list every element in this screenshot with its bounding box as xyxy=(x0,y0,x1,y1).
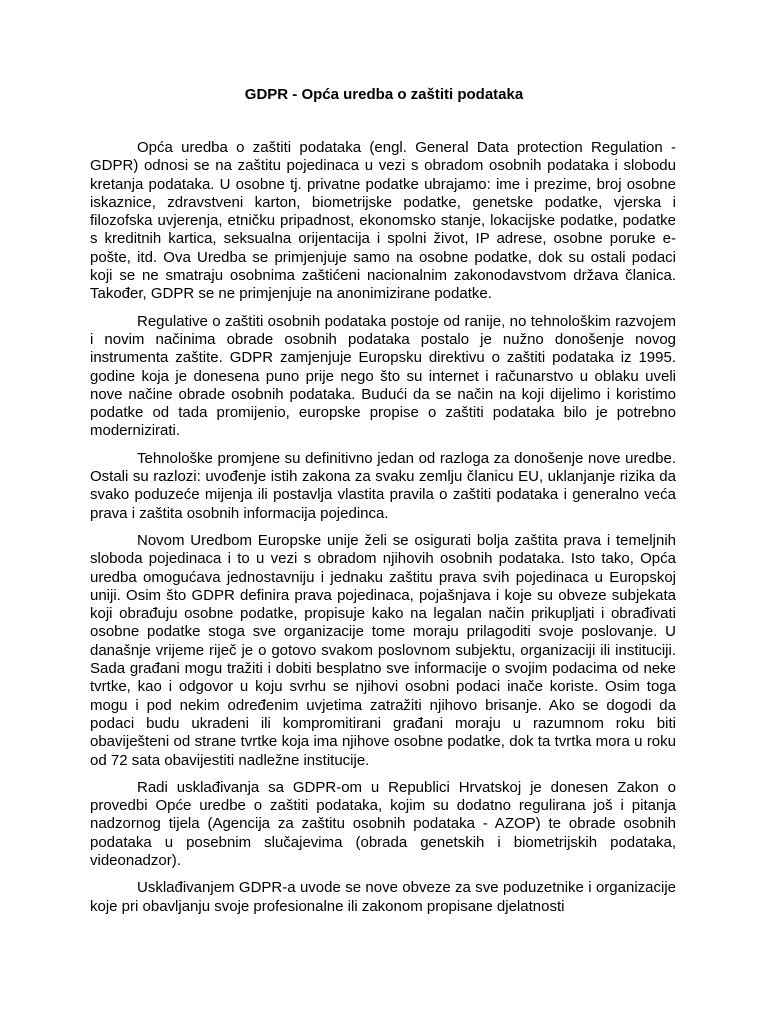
document-body xyxy=(90,139,676,925)
paragraph-1: Opća uredba o zaštiti podataka (engl. General Data protection Regulation - GDPR) odnosi se na zaštitu pojedinaca u vezi s obradom osobnih podataka i slobodu kretanja podataka. U osobne tj. privatne podatke ubrajamo: ime i prezime, broj osobne iskaznice, zdravstveni karton, biometrijske podatke, genetske podatke, vjerska i filozofska uvjerenja, etničku pripadnost, ekonomsko stanje, lokacijske podatke, podatke s kreditnih kartica, seksualna orijentacija i spolni život, IP adrese, osobne poruke e-pošte, itd. Ova Uredba se primjenjuje samo na osobne podatke, dok su ostali podaci koji se ne smatraju osobnima zaštićeni nacionalnim zakonodavstvom država članica. Također, GDPR se ne primjenjuje na anonimizirane podatke. xyxy=(90,139,676,303)
paragraph-3: Tehnološke promjene su definitivno jedan od razloga za donošenje nove uredbe. Ostali su razlozi: uvođenje istih zakona za svaku zemlju članicu EU, uklanjanje rizika da svako poduzeće mijenja ili postavlja vlastita pravila o zaštiti podataka i generalno veća prava i zaštita osobnih informacija pojedinca. xyxy=(90,449,676,522)
document-title: GDPR - Opća uredba o zaštiti podataka xyxy=(244,86,524,103)
paragraph-5: Radi usklađivanja sa GDPR-om u Republici Hrvatskoj je donesen Zakon o provedbi Opće uredbe o zaštiti podataka, kojim su dodatno regulirana još i pitanja nadzornog tijela (Agencija za zaštitu osobnih podataka - AZOP) te obrade osobnih podataka u posebnim slučajevima (obrada genetskih i biometrijskih podataka, videonadzor). xyxy=(90,778,676,869)
paragraph-2: Regulative o zaštiti osobnih podataka postoje od ranije, no tehnološkim razvojem i novim načinima obrade osobnih podataka postalo je nužno donošenje novog instrumenta zaštite. GDPR zamjenjuje Europsku direktivu o zaštiti podataka iz 1995. godine koja je donesena puno prije nego što su internet i računarstvo u oblaku uveli nove načine obrade osobnih podataka. Budući da se način na koji dijelimo i koristimo podatke od tada promijenio, europske propise o zaštiti podataka bilo je potrebno modernizirati. xyxy=(90,312,676,440)
paragraph-6: Usklađivanjem GDPR-a uvode se nove obveze za sve poduzetnike i organizacije koje pri obavljanju svoje profesionalne ili zakonom propisane djelatnosti xyxy=(90,879,676,915)
paragraph-4: Novom Uredbom Europske unije želi se osigurati bolja zaštita prava i temeljnih sloboda pojedinaca i to u vezi s obradom njihovih osobnih podataka. Isto tako, Opća uredba omogućava jednostavniju i jednaku zaštitu prava svih pojedinaca u Europskoj uniji. Osim što GDPR definira prava pojedinaca, pojašnjava i koje su obveze subjekata koji obrađuju osobne podatke, propisuje kako na legalan način prikupljati i obrađivati osobne podatke stoga sve organizacije tome moraju prilagoditi svoje poslovanje. U današnje vrijeme riječ je o gotovo svakom poslovnom subjektu, organizaciji ili instituciji. Sada građani mogu tražiti i dobiti besplatno sve informacije o svojim podacima od neke tvrtke, kao i odgovor u koju svrhu se njihovi osobni podaci inače koriste. Osim toga mogu i pod nekim određenim uvjetima zatražiti njihovo brisanje. Ako se dogodi da podaci budu ukradeni ili kompromitirani građani moraju u razumnom roku biti obaviješteni od strane tvrtke koja ima njihove osobne podatke, dok ta tvrtka mora u roku od 72 sata obavijestiti nadležne institucije. xyxy=(90,531,676,769)
